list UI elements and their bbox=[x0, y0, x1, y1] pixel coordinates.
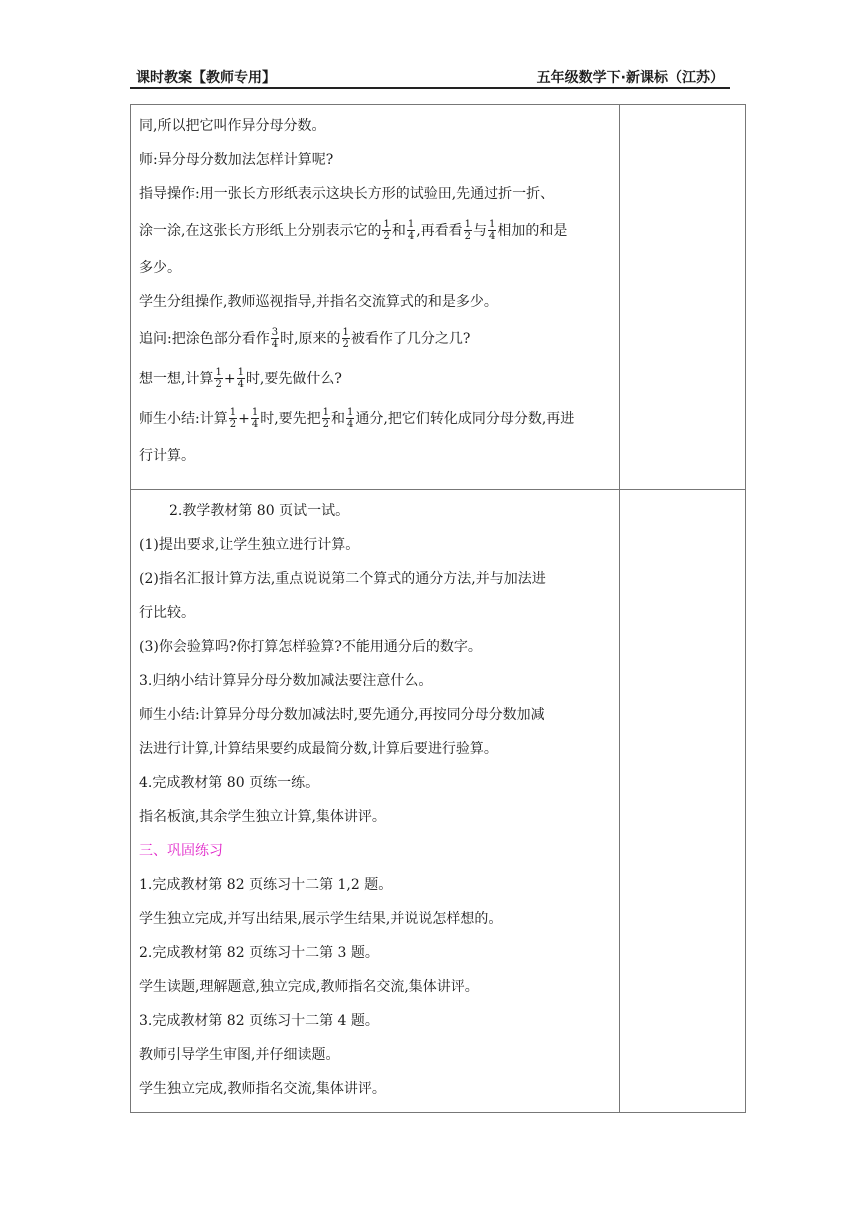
fraction bbox=[251, 407, 259, 430]
header-right-title: 五年级数学下·新课标（江苏） bbox=[536, 70, 724, 86]
fraction-numerator: 1 bbox=[322, 406, 330, 418]
main-cell bbox=[131, 490, 620, 1113]
text-segment: 和 bbox=[391, 223, 406, 239]
text-segment: 想一想,计算 bbox=[139, 371, 214, 387]
text-line: 学生读题,理解题意,独立完成,教师指名交流,集体讲评。 bbox=[139, 979, 479, 995]
text-line: 学生独立完成,教师指名交流,集体讲评。 bbox=[139, 1081, 386, 1097]
fraction-denominator: 4 bbox=[407, 230, 415, 242]
header-left-title: 课时教案【教师专用】 bbox=[136, 70, 276, 86]
fraction-numerator: 1 bbox=[237, 366, 244, 378]
text-segment: 时,原来的 bbox=[280, 331, 341, 347]
fraction-denominator: 4 bbox=[489, 230, 496, 242]
text-line: (1)提出要求,让学生独立进行计算。 bbox=[139, 537, 360, 553]
text-line: 同,所以把它叫作异分母分数。 bbox=[139, 118, 326, 134]
section-heading: 三、巩固练习 bbox=[139, 843, 223, 859]
text-segment: 追问:把涂色部分看作 bbox=[139, 331, 270, 347]
fraction bbox=[488, 219, 496, 242]
text-segment: 时,要先把 bbox=[260, 411, 321, 427]
fraction-denominator: 4 bbox=[251, 418, 259, 430]
text-line: 行计算。 bbox=[139, 448, 195, 464]
fraction-numerator: 1 bbox=[229, 406, 237, 418]
fraction-numerator: 1 bbox=[407, 218, 415, 230]
text-segment: ,再看看 bbox=[416, 223, 463, 239]
text-line-with-fractions bbox=[139, 211, 613, 251]
text-line-with-fractions bbox=[139, 319, 613, 359]
plus-sign: + bbox=[223, 371, 236, 387]
text-line: 3.完成教材第 82 页练习十二第 4 题。 bbox=[139, 1013, 379, 1029]
text-line: 师生小结:计算异分母分数加减法时,要先通分,再按同分母分数加减 bbox=[139, 707, 545, 723]
fraction-numerator: 3 bbox=[271, 326, 279, 338]
text-line: 2.完成教材第 82 页练习十二第 3 题。 bbox=[139, 945, 379, 961]
notes-cell bbox=[620, 105, 746, 490]
text-line: 指名板演,其余学生独立计算,集体讲评。 bbox=[139, 809, 386, 825]
text-line-with-fractions bbox=[139, 399, 613, 439]
fraction-denominator: 2 bbox=[383, 230, 390, 242]
text-segment: 相加的和是 bbox=[497, 223, 568, 239]
table-row bbox=[131, 490, 746, 1113]
main-cell bbox=[131, 105, 620, 490]
header-rule bbox=[130, 87, 730, 89]
text-line: 多少。 bbox=[139, 260, 181, 276]
fraction bbox=[464, 219, 472, 242]
text-segment: 通分,把它们转化成同分母分数,再进 bbox=[355, 411, 575, 427]
fraction bbox=[346, 407, 354, 430]
text-segment: 时,要先做什么? bbox=[245, 371, 342, 387]
fraction-numerator: 1 bbox=[464, 218, 472, 230]
fraction bbox=[237, 367, 245, 390]
fraction-numerator: 1 bbox=[347, 406, 354, 418]
lesson-table bbox=[130, 104, 746, 1113]
fraction bbox=[382, 219, 390, 242]
fraction-numerator: 1 bbox=[342, 326, 349, 338]
text-segment: 涂一涂,在这张长方形纸上分别表示它的 bbox=[139, 223, 382, 239]
text-line: 1.完成教材第 82 页练习十二第 1,2 题。 bbox=[139, 877, 393, 893]
fraction-denominator: 4 bbox=[271, 338, 279, 350]
text-segment: 师生小结:计算 bbox=[139, 411, 228, 427]
text-line: 指导操作:用一张长方形纸表示这块长方形的试验田,先通过折一折、 bbox=[139, 186, 555, 202]
text-segment: 被看作了几分之几? bbox=[350, 331, 471, 347]
text-line-with-fractions bbox=[139, 359, 613, 399]
text-line: (3)你会验算吗?你打算怎样验算?不能用通分后的数字。 bbox=[139, 639, 482, 655]
fraction-denominator: 2 bbox=[342, 338, 349, 350]
text-line: (2)指名汇报计算方法,重点说说第二个算式的通分方法,并与加法进 bbox=[139, 571, 546, 587]
fraction-denominator: 2 bbox=[215, 378, 222, 390]
text-line: 4.完成教材第 80 页练一练。 bbox=[139, 775, 320, 791]
fraction-numerator: 1 bbox=[489, 218, 496, 230]
text-line: 法进行计算,计算结果要约成最简分数,计算后要进行验算。 bbox=[139, 741, 498, 757]
fraction-numerator: 1 bbox=[251, 406, 259, 418]
table-row bbox=[131, 105, 746, 490]
fraction bbox=[229, 407, 237, 430]
fraction-numerator: 1 bbox=[383, 218, 390, 230]
text-line: 3.归纳小结计算异分母分数加减法要注意什么。 bbox=[139, 673, 433, 689]
text-line: 2.教学教材第 80 页试一试。 bbox=[169, 503, 350, 519]
text-line: 教师引导学生审图,并仔细读题。 bbox=[139, 1047, 340, 1063]
fraction-denominator: 2 bbox=[322, 418, 330, 430]
fraction-denominator: 4 bbox=[347, 418, 354, 430]
fraction-numerator: 1 bbox=[215, 366, 222, 378]
fraction-denominator: 4 bbox=[237, 378, 244, 390]
text-segment: 与 bbox=[473, 223, 488, 239]
fraction-denominator: 2 bbox=[229, 418, 237, 430]
text-line: 学生独立完成,并写出结果,展示学生结果,并说说怎样想的。 bbox=[139, 911, 503, 927]
fraction bbox=[214, 367, 222, 390]
fraction bbox=[342, 327, 350, 350]
fraction bbox=[407, 219, 415, 242]
notes-cell bbox=[620, 490, 746, 1113]
fraction-denominator: 2 bbox=[464, 230, 472, 242]
text-line: 学生分组操作,教师巡视指导,并指名交流算式的和是多少。 bbox=[139, 294, 498, 310]
text-segment: 和 bbox=[331, 411, 346, 427]
fraction bbox=[322, 407, 330, 430]
page-header bbox=[130, 62, 730, 88]
text-line: 行比较。 bbox=[139, 605, 195, 621]
fraction bbox=[271, 327, 279, 350]
plus-sign: + bbox=[238, 411, 250, 427]
text-line: 师:异分母分数加法怎样计算呢? bbox=[139, 152, 334, 168]
